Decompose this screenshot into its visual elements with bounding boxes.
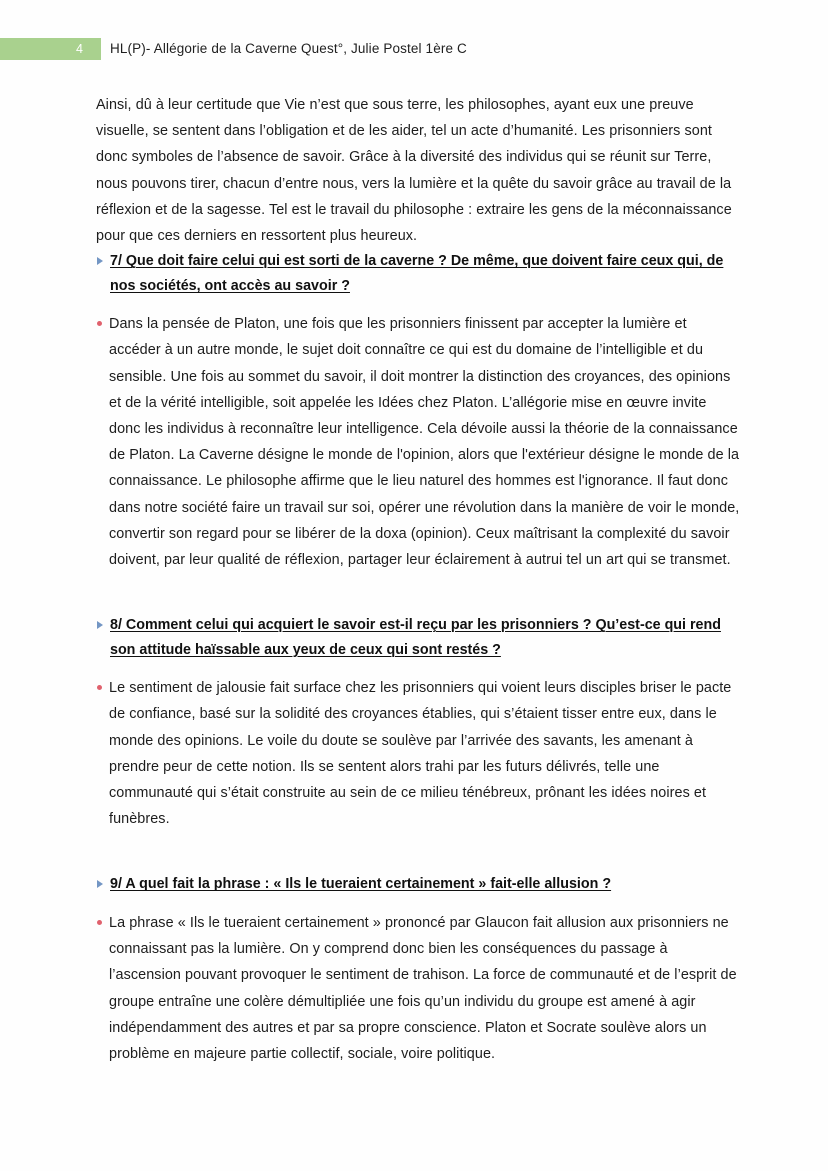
question-heading-q7 bbox=[96, 249, 740, 298]
answer-paragraph-q8 bbox=[96, 675, 740, 832]
intro-paragraph: Ainsi, dû à leur certitude que Vie n’est que sous terre, les philosophes, ayant eux une preuve visuelle, se sentent dans l’obligation et de les aider, tel un acte d’humanité. Les prisonniers sont donc symboles de l’absence de savoir. Grâce à la diversité des individus qui se réunit sur Terre, nous pouvons tirer, chacun d’entre nous, vers la lumière et la quête du savoir grâce au travail de la réflexion et de la sagesse. Tel est le travail du philosophe : extraire les gens de la méconnaissance pour que ces derniers en ressortent plus heureux. bbox=[96, 97, 732, 245]
question-text-q8: 8/ Comment celui qui acquiert le savoir est-il reçu par les prisonniers ? Qu’est-ce qui rend son attitude haïssable aux yeux de ceux qui sont restés ? bbox=[110, 617, 721, 658]
header-title: HL(P)- Allégorie de la Caverne Quest°, Julie Postel 1ère C bbox=[110, 41, 467, 56]
dot-bullet-icon bbox=[97, 321, 102, 326]
question-heading-q8 bbox=[96, 613, 740, 662]
triangle-bullet-icon bbox=[97, 880, 103, 888]
triangle-bullet-icon bbox=[97, 257, 103, 265]
page-content bbox=[96, 92, 740, 1107]
answer-paragraph-q9 bbox=[96, 910, 740, 1067]
answer-text-q8: Le sentiment de jalousie fait surface chez les prisonniers qui voient leurs disciples briser le pacte de confiance, basé sur la solidité des croyances établies, qui s’étaient tisser entre eux, dans le monde des opinions. Le voile du doute se soulève par l’arrivée des savants, les amenant à prendre peur de cette notion. Ils se sentent alors trahi par les futurs délivrés, telle une communauté qui s’était construite au sein de ce milieu ténébreux, prônant les idées noires et funèbres. bbox=[109, 680, 732, 828]
page-header bbox=[0, 38, 828, 60]
answer-text-q9: La phrase « Ils le tueraient certainement » prononcé par Glaucon fait allusion aux prisonniers ne connaissant pas la lumière. On y comprend donc bien les conséquences du passage à l’ascension pouvant provoquer le sentiment de trahison. La force de communauté et de l’esprit de groupe entraîne une colère démultipliée une fois qu’un individu du groupe est amené à agir indépendamment des autres et par sa propre conscience. Platon et Socrate soulève alors un problème en majeure partie collectif, sociale, voire politique. bbox=[109, 914, 737, 1062]
qa-block-q7 bbox=[96, 249, 740, 573]
triangle-bullet-icon bbox=[97, 621, 103, 629]
answer-text-q7: Dans la pensée de Platon, une fois que les prisonniers finissent par accepter la lumière et accéder à un autre monde, le sujet doit connaître ce qui est du domaine de l’intelligible et du sensible. Une fois au sommet du savoir, il doit montrer la distinction des croyances, des opinions et de la vérité intelligible, soit appelée les Idées chez Platon. L’allégorie mise en œuvre invite donc les individus à reconnaître leur intelligence. Cela dévoile aussi la théorie de la connaissance de Platon. La Caverne désigne le monde de l'opinion, alors que l'extérieur désigne le monde de la connaissance. Le philosophe affirme que le lieu naturel des hommes est l'ignorance. Il faut donc dans notre société faire un travail sur soi, opérer une révolution dans la manière de voir le monde, convertir son regard pour se libérer de la doxa (opinion). Ceux maîtrisant la complexité du savoir doivent, par leur qualité de réflexion, partager leur éclairement à autrui tel un art qui se transmet. bbox=[109, 316, 740, 569]
dot-bullet-icon bbox=[97, 685, 102, 690]
question-text-q7: 7/ Que doit faire celui qui est sorti de la caverne ? De même, que doivent faire ceux qui, de nos sociétés, ont accès au savoir ? bbox=[110, 253, 724, 294]
qa-block-q9 bbox=[96, 872, 740, 1067]
page-number: 4 bbox=[76, 42, 83, 56]
dot-bullet-icon bbox=[97, 920, 102, 925]
answer-paragraph-q7 bbox=[96, 311, 740, 573]
question-heading-q9 bbox=[96, 872, 740, 897]
question-text-q9: 9/ A quel fait la phrase : « Ils le tueraient certainement » fait-elle allusion ? bbox=[110, 876, 612, 893]
qa-block-q8 bbox=[96, 613, 740, 832]
